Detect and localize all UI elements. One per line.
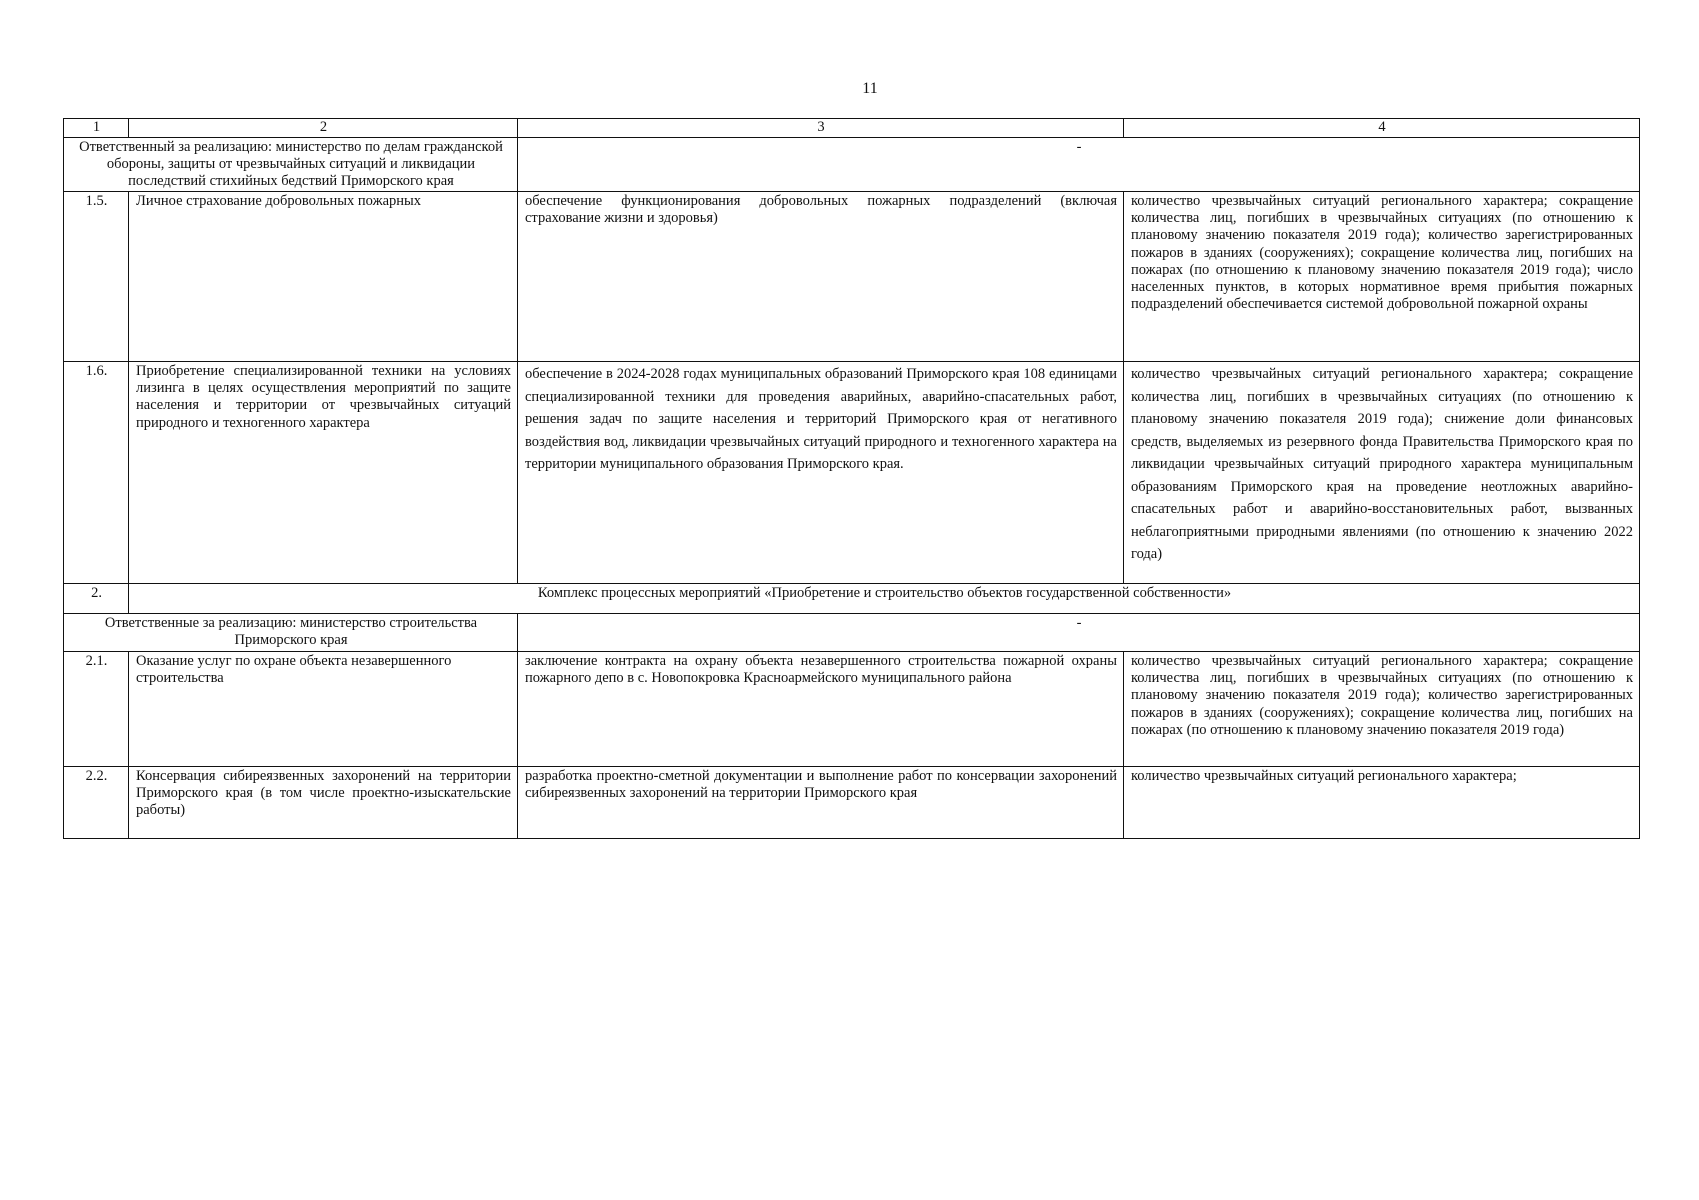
page-number: 11 xyxy=(862,80,878,97)
header-col-1: 1 xyxy=(64,119,129,138)
section-title: Комплекс процессных мероприятий «Приобретение и строительство объектов государственной собственности» xyxy=(129,584,1640,614)
row-number: 2.1. xyxy=(64,652,129,767)
section-number: 2. xyxy=(64,584,129,614)
measures-table xyxy=(63,118,1640,839)
row-effect: разработка проектно-сметной документации и выполнение работ по консервации захоронений сибиреязвенных захоронений на территории Приморского края xyxy=(518,767,1124,839)
row-effect: заключение контракта на охрану объекта незавершенного строительства пожарной охраны пожарного депо в с. Новопокровка Красноармейского муниципального района xyxy=(518,652,1124,767)
row-task: Консервация сибиреязвенных захоронений на территории Приморского края (в том числе проектно-изыскательские работы) xyxy=(129,767,518,839)
table-row xyxy=(64,192,1640,362)
section-row xyxy=(64,584,1640,614)
table-row xyxy=(64,652,1640,767)
responsible-row-1 xyxy=(64,137,1640,191)
row-effect: обеспечение функционирования добровольных пожарных подразделений (включая страхование жизни и здоровья) xyxy=(518,192,1124,362)
row-indicators: количество чрезвычайных ситуаций регионального характера; сокращение количества лиц, погибших в чрезвычайных ситуациях (по отношению к плановому значению показателя 2019 года); количество зарегистрированных пожаров в зданиях (сооружениях); сокращение количества лиц, погибших на пожарах (по отношению к плановому значению показателя 2019 года); число населенных пунктов, в которых нормативное время прибытия пожарных подразделений обеспечивается системой добровольной пожарной охраны xyxy=(1124,192,1640,362)
header-col-2: 2 xyxy=(129,119,518,138)
table-header-row xyxy=(64,119,1640,138)
row-effect: обеспечение в 2024-2028 годах муниципальных образований Приморского края 108 единицами специализированной техники для проведения аварийных, аварийно-спасательных работ, решения задач по защите населения и территорий Приморского края от негативного воздействия вод, ликвидации чрезвычайных ситуаций природного и техногенного характера на территории муниципального образования Приморского края. xyxy=(518,362,1124,584)
row-indicators: количество чрезвычайных ситуаций регионального характера; сокращение количества лиц, погибших в чрезвычайных ситуациях (по отношению к плановому значению показателя 2019 года); снижение доли финансовых средств, выделяемых из резервного фонда Правительства Приморского края по ликвидации чрезвычайных ситуаций природного характера муниципальным образованиям Приморского края на проведение неотложных аварийно-спасательных работ и аварийно-восстановительных работ, вызванных неблагоприятными природными явлениями (по отношению к значению 2022 года) xyxy=(1124,362,1640,584)
responsible-row-2 xyxy=(64,614,1640,652)
row-indicators: количество чрезвычайных ситуаций регионального характера; xyxy=(1124,767,1640,839)
row-task: Личное страхование добровольных пожарных xyxy=(129,192,518,362)
row-number: 1.5. xyxy=(64,192,129,362)
header-col-3: 3 xyxy=(518,119,1124,138)
row-number: 1.6. xyxy=(64,362,129,584)
responsible-label: Ответственные за реализацию: министерство строительства Приморского края xyxy=(64,614,518,652)
responsible-value: - xyxy=(518,137,1640,191)
header-col-4: 4 xyxy=(1124,119,1640,138)
row-task: Оказание услуг по охране объекта незавершенного строительства xyxy=(129,652,518,767)
responsible-label: Ответственный за реализацию: министерство по делам гражданской обороны, защиты от чрезвычайных ситуаций и ликвидации последствий стихийных бедствий Приморского края xyxy=(64,137,518,191)
table-row xyxy=(64,767,1640,839)
row-task: Приобретение специализированной техники на условиях лизинга в целях осуществления мероприятий по защите населения и территории от чрезвычайных ситуаций природного и техногенного характера xyxy=(129,362,518,584)
responsible-value: - xyxy=(518,614,1640,652)
row-indicators: количество чрезвычайных ситуаций регионального характера; сокращение количества лиц, погибших в чрезвычайных ситуациях (по отношению к плановому значению показателя 2019 года); количество зарегистрированных пожаров в зданиях (сооружениях); сокращение количества лиц, погибших на пожарах (по отношению к плановому значению показателя 2019 года) xyxy=(1124,652,1640,767)
table-row xyxy=(64,362,1640,584)
row-number: 2.2. xyxy=(64,767,129,839)
